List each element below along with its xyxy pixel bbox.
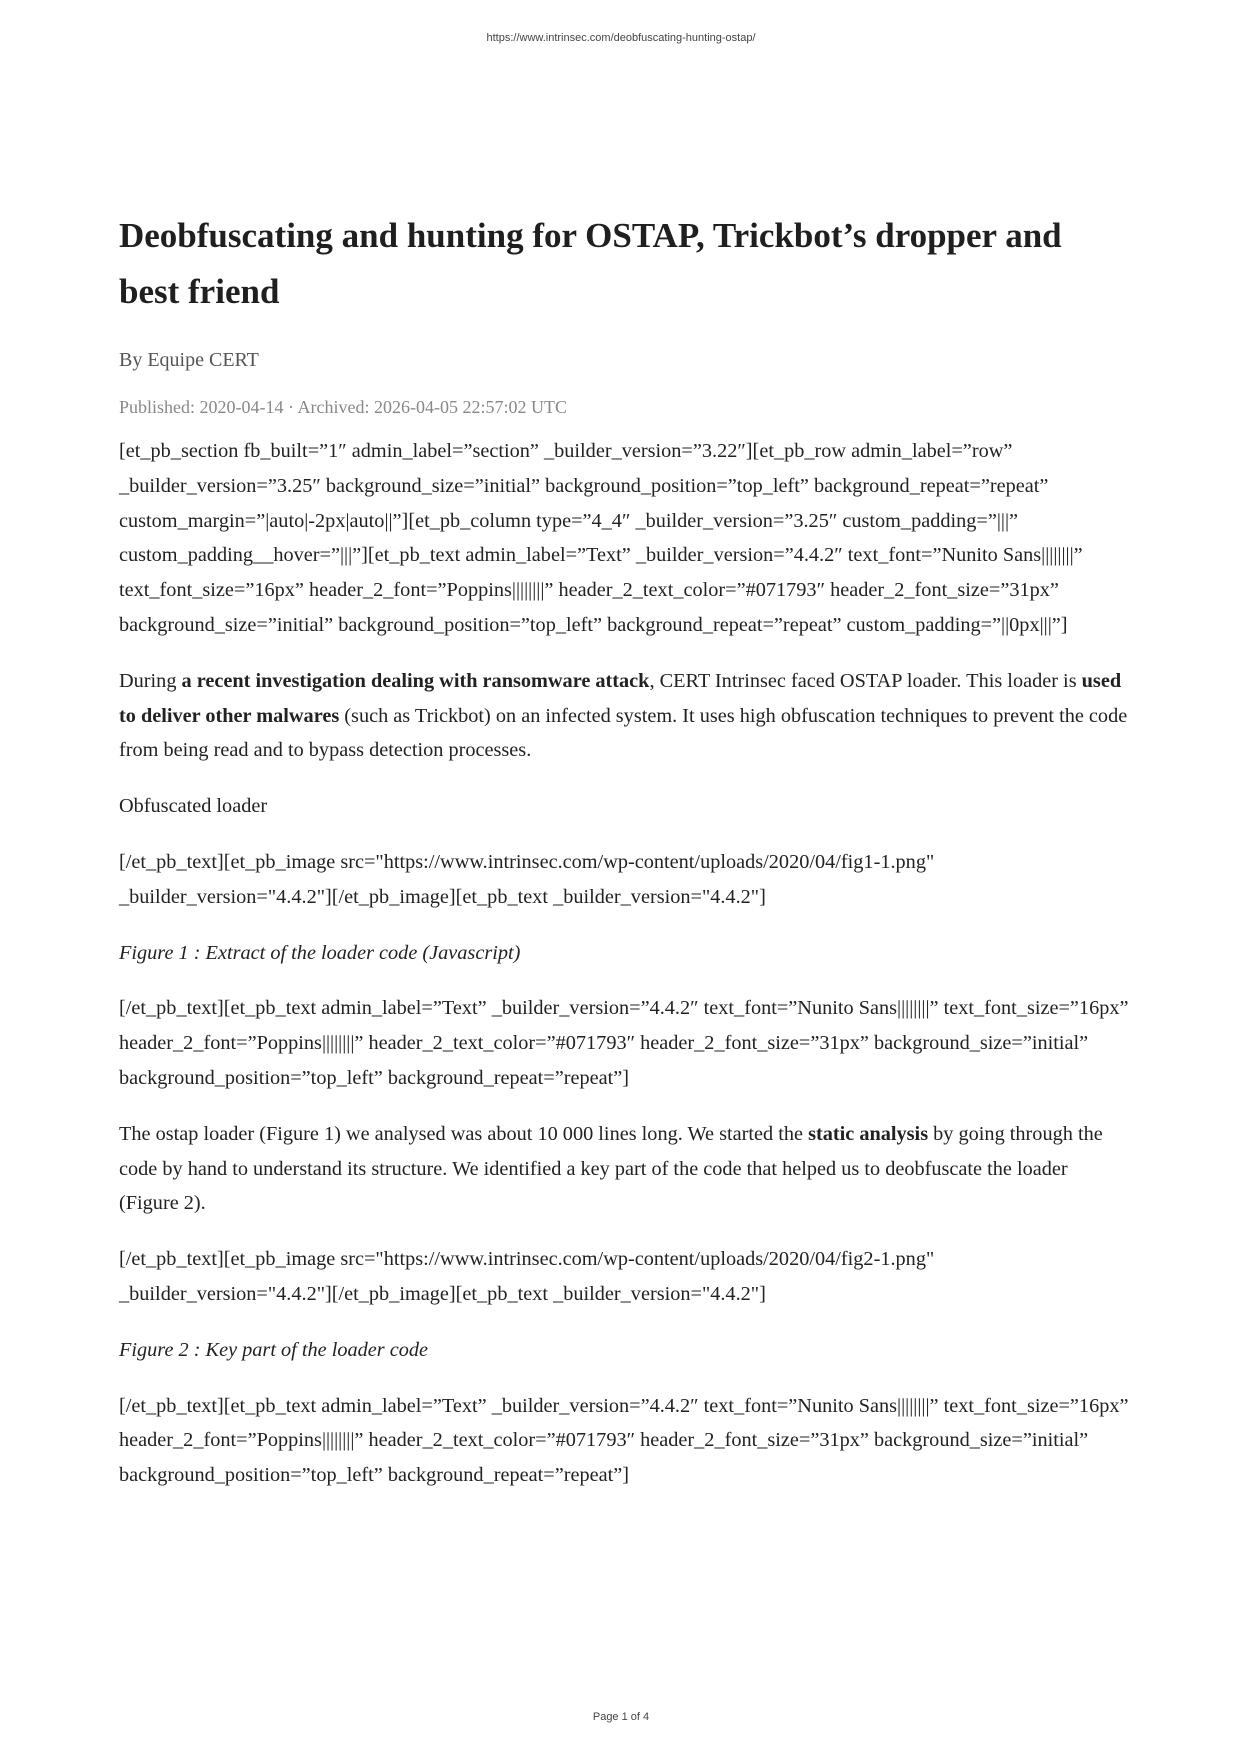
- analysis-paragraph: [119, 1117, 1129, 1221]
- article-title: Deobfuscating and hunting for OSTAP, Trickbot’s dropper and best friend: [119, 216, 1062, 311]
- intro-bold: used to deliver other malwares: [119, 669, 1122, 727]
- intro-paragraph: [119, 664, 1129, 768]
- obfuscated-loader-label: Obfuscated loader: [119, 795, 268, 818]
- shortcode-paragraph: [et_pb_section fb_built=”1″ admin_label=”section” _builder_version=”3.22″][et_pb_row admin_label=”row” _builder_version=”3.25″ background_size=”initial” background_position=”top_left” background_repeat=”repeat” custom_margin=”|auto|-2px|auto||”][et_pb_column type=”4_4″ _builder_version=”3.25″ custom_padding=”|||” custom_padding__hover=”|||”][et_pb_text admin_label=”Text” _builder_version=”4.4.2″ text_font=”Nunito Sans||||||||” text_font_size=”16px” header_2_font=”Poppins||||||||” header_2_text_color=”#071793″ header_2_font_size=”31px” background_size=”initial” background_position=”top_left” background_repeat=”repeat” custom_padding=”||0px|||”]: [119, 440, 1083, 636]
- analysis-bold: static analysis: [808, 1122, 929, 1145]
- intro-bold: a recent investigation dealing with ransomware attack: [181, 669, 650, 692]
- intro-text: (such as Trickbot) on an infected system. It uses high obfuscation techniques to prevent the code from being read and to bypass detection processes.: [119, 704, 1128, 762]
- page-number-footer: Page 1 of 4: [592, 1711, 650, 1723]
- figure-caption: Figure 2 : Key part of the loader code: [119, 1338, 429, 1361]
- shortcode-paragraph: [/et_pb_text][et_pb_image src="https://www.intrinsec.com/wp-content/uploads/2020/04/fig2-1.png" _builder_version="4.4.2"][/et_pb_image][et_pb_text _builder_version="4.4.2"]: [119, 1248, 935, 1305]
- intro-text: , CERT Intrinsec faced OSTAP loader. This loader is: [649, 669, 1082, 692]
- figure-caption: Figure 1 : Extract of the loader code (Javascript): [119, 941, 521, 964]
- analysis-text: by going through the code by hand to understand its structure. We identified a key part of the code that helped us to deobfuscate the loader (Figure 2).: [119, 1122, 1103, 1215]
- analysis-text: The ostap loader (Figure 1) we analysed was about 10 000 lines long. We started the: [119, 1122, 809, 1145]
- shortcode-paragraph: [/et_pb_text][et_pb_text admin_label=”Text” _builder_version=”4.4.2″ text_font=”Nunito Sans||||||||” text_font_size=”16px” header_2_font=”Poppins||||||||” header_2_text_color=”#071793″ header_2_font_size=”31px” background_size=”initial” background_position=”top_left” background_repeat=”repeat”]: [119, 997, 1129, 1089]
- intro-text: During: [119, 669, 182, 692]
- article-meta: Published: 2020-04-14 · Archived: 2026-04-05 22:57:02 UTC: [119, 397, 567, 417]
- article-byline: By Equipe CERT: [119, 349, 259, 371]
- shortcode-paragraph: [/et_pb_text][et_pb_text admin_label=”Text” _builder_version=”4.4.2″ text_font=”Nunito Sans||||||||” text_font_size=”16px” header_2_font=”Poppins||||||||” header_2_text_color=”#071793″ header_2_font_size=”31px” background_size=”initial” background_position=”top_left” background_repeat=”repeat”]: [119, 1394, 1129, 1487]
- article: [119, 208, 1129, 1493]
- shortcode-paragraph: [/et_pb_text][et_pb_image src="https://www.intrinsec.com/wp-content/uploads/2020/04/fig1-1.png" _builder_version="4.4.2"][/et_pb_image][et_pb_text _builder_version="4.4.2"]: [119, 850, 935, 908]
- page-url-header: https://www.intrinsec.com/deobfuscating-hunting-ostap/: [486, 32, 756, 44]
